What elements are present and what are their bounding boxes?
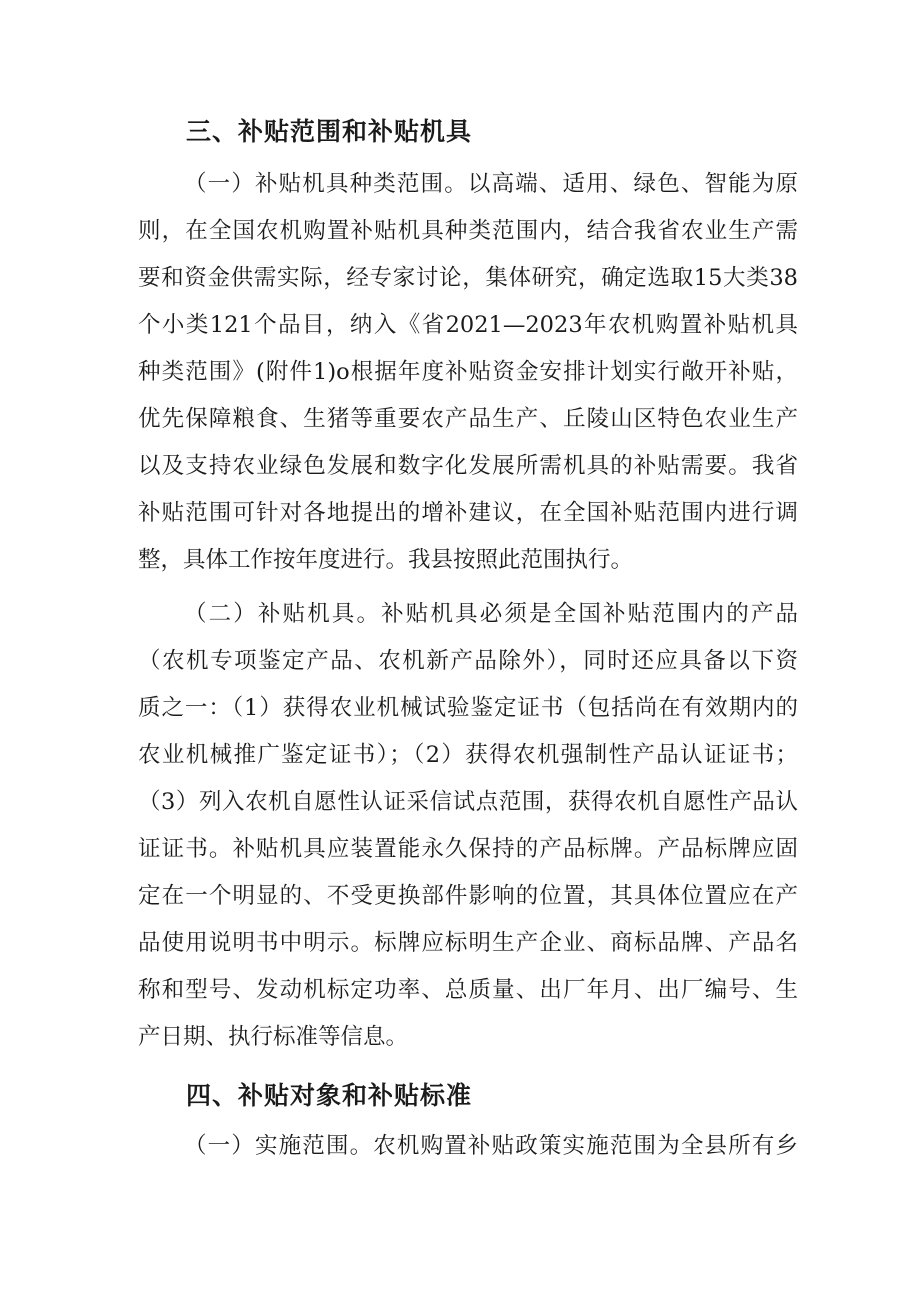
paragraph-line: 品使用说明书中明示。标牌应标明生产企业、商标品牌、产品名 xyxy=(138,930,798,956)
paragraph-line: 称和型号、发动机标定功率、总质量、出厂年月、出厂编号、生 xyxy=(138,977,798,1003)
paragraph-line: （农机专项鉴定产品、农机新产品除外），同时还应具备以下资 xyxy=(138,648,798,674)
paragraph-line: 质之一：（1）获得农业机械试验鉴定证书（包括尚在有效期内的 xyxy=(138,695,798,721)
paragraph-line: 种类范围》(附件1)o根据年度补贴资金安排计划实行敞开补贴， xyxy=(138,359,798,385)
paragraph-line: 要和资金供需实际，经专家讨论，集体研究，确定选取15大类38 xyxy=(138,265,798,291)
paragraph-line: 则，在全国农机购置补贴机具种类范围内，结合我省农业生产需 xyxy=(138,218,798,244)
paragraph-line: 整，具体工作按年度进行。我县按照此范围执行。 xyxy=(138,547,634,573)
paragraph-line: 产日期、执行标准等信息。 xyxy=(138,1024,409,1050)
paragraph-line: （3）列入农机自愿性认证采信试点范围，获得农机自愿性产品认 xyxy=(138,789,798,815)
paragraph-line: 定在一个明显的、不受更换部件影响的位置，其具体位置应在产 xyxy=(138,883,798,909)
paragraph-line: 补贴范围可针对各地提出的增补建议，在全国补贴范围内进行调 xyxy=(138,500,798,526)
paragraph-line: （二）补贴机具。补贴机具必须是全国补贴范围内的产品 xyxy=(184,601,798,627)
paragraph-line: 农业机械推广鉴定证书）；（2）获得农机强制性产品认证证书； xyxy=(138,742,798,768)
paragraph-line: 证证书。补贴机具应装置能永久保持的产品标牌。产品标牌应固 xyxy=(138,836,798,862)
paragraph-line: （一）补贴机具种类范围。以高端、适用、绿色、智能为原 xyxy=(184,171,798,197)
section-4-heading: 四、补贴对象和补贴标准 xyxy=(186,1081,473,1110)
paragraph-line: （一）实施范围。农机购置补贴政策实施范围为全县所有乡 xyxy=(184,1133,798,1159)
paragraph-line: 以及支持农业绿色发展和数字化发展所需机具的补贴需要。我省 xyxy=(138,453,798,479)
paragraph-line: 个小类121个品目，纳入《省2021—2023年农机购置补贴机具 xyxy=(138,312,798,338)
paragraph-line: 优先保障粮食、生猪等重要农产品生产、丘陵山区特色农业生产 xyxy=(138,406,798,432)
section-3-heading: 三、补贴范围和补贴机具 xyxy=(186,117,473,146)
